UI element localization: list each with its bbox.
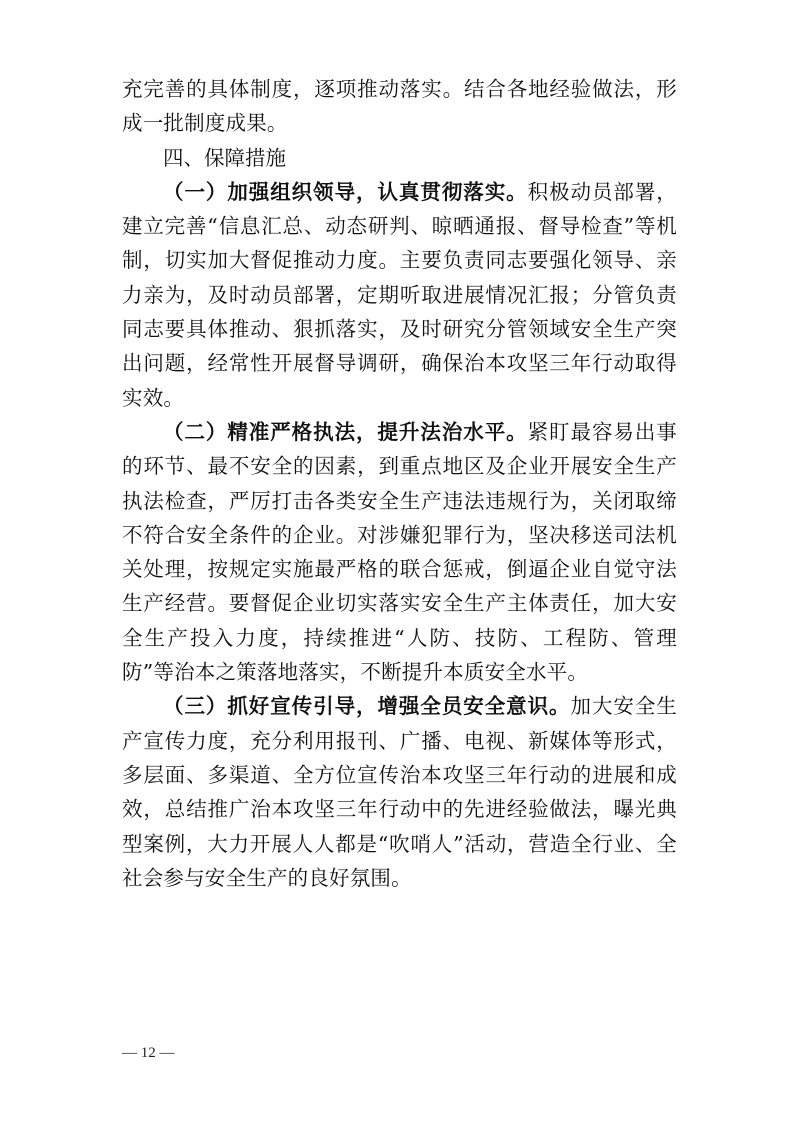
paragraph-body: 加大安全生产宣传力度，充分利用报刊、广播、电视、新媒体等形式，多层面、多渠道、全方位宣传治本攻坚三年行动的进展和成效，总结推广治本攻坚三年行动中的先进经验做法，曝光典型案例，大力开展人人都是“吹哨人”活动，营造全行业、全社会参与安全生产的良好氛围。 xyxy=(122,694,677,890)
paragraph-lead: （三）抓好宣传引导，增强全员安全意识。 xyxy=(163,694,571,719)
paragraph-body: 积极动员部署，建立完善“信息汇总、动态研判、晾晒通报、督导检查”等机制，切实加大督促推动力度。主要负责同志要强化领导、亲力亲为，及时动员部署，定期听取进展情况汇报；分管负责同志要具体推动、狠抓落实，及时研究分管领域安全生产突出问题，经常性开展督导调研，确保治本攻坚三年行动取得实效。 xyxy=(122,179,677,410)
paragraph-continuation: 充完善的具体制度，逐项推动落实。结合各地经验做法，形成一批制度成果。 xyxy=(122,77,677,136)
paragraph-law-enforcement xyxy=(122,415,677,689)
paragraph-lead: （二）精准严格执法，提升法治水平。 xyxy=(163,419,528,444)
page-number: — 12 — xyxy=(122,1045,175,1061)
paragraph-lead: （一）加强组织领导，认真贯彻落实。 xyxy=(163,179,528,204)
document-body xyxy=(122,72,677,895)
paragraph-body: 紧盯最容易出事的环节、最不安全的因素，到重点地区及企业开展安全生产执法检查，严厉打击各类安全生产违法违规行为，关闭取缔不符合安全条件的企业。对涉嫌犯罪行为，坚决移送司法机关处理，按规定实施最严格的联合惩戒，倒逼企业自觉守法生产经营。要督促企业切实落实安全生产主体责任，加大安全生产投入力度，持续推进“人防、技防、工程防、管理防”等治本之策落地落实，不断提升本质安全水平。 xyxy=(122,419,677,685)
paragraph-organization-leadership xyxy=(122,175,677,415)
section-heading: 四、保障措施 xyxy=(163,145,286,170)
paragraph-publicity xyxy=(122,689,677,895)
